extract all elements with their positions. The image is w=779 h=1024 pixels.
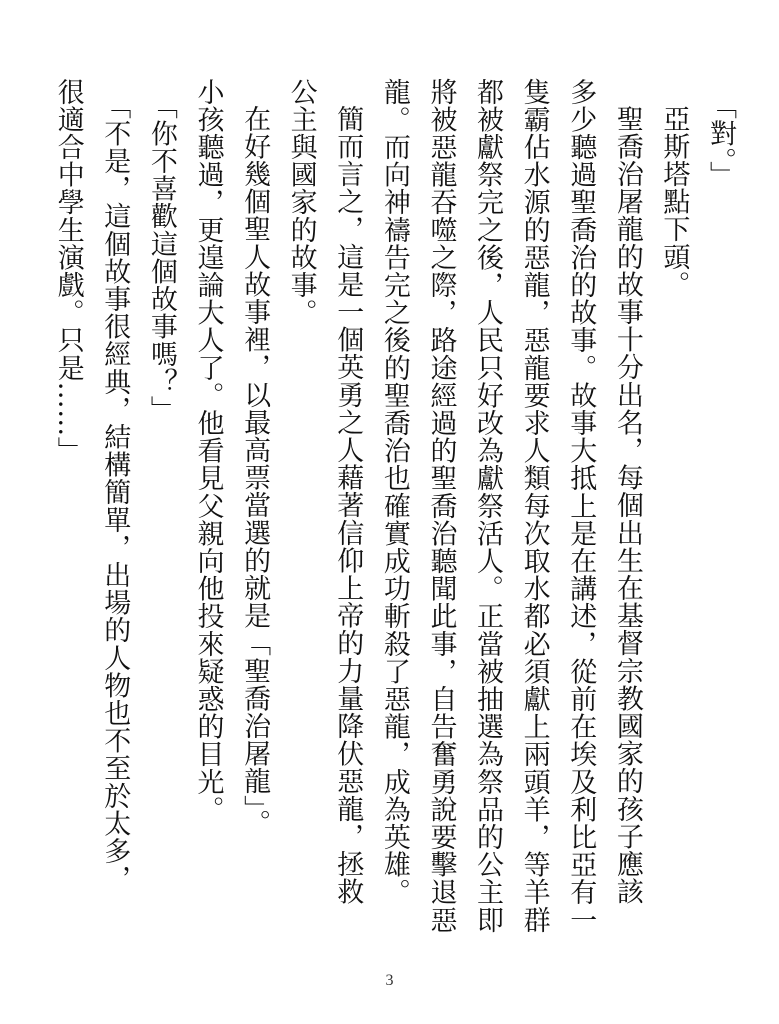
text-line: 龍。而向神禱告完之後的聖喬治也確實成功斬殺了惡龍，成為英雄。 (378, 78, 410, 906)
dialogue-line: 「不是，這個故事很經典，結構簡單，出場的人物也不至於太多， (99, 91, 131, 892)
text-line: 「對。」 (705, 91, 736, 189)
text-line: 都被獻祭完之後，人民只好改為獻祭活人。正當被抽選為祭品的公主即 (472, 78, 504, 934)
dialogue-line: 「你不喜歡這個故事嗎？」 (145, 91, 177, 423)
text-line: 公主與國家的故事。 (285, 78, 317, 327)
paragraph-start-line: 在好幾個聖人故事裡，以最高票當選的就是「聖喬治屠龍」。 (239, 105, 271, 837)
vertical-text-body (44, 78, 743, 948)
text-line: 將被惡龍吞噬之際，路途經過的聖喬治聽聞此事，自告奮勇說要擊退惡 (425, 78, 457, 934)
text-line: 亞斯塔點下頭。 (658, 105, 690, 299)
text-line: 很適合中學生演戲。只是……」 (52, 78, 84, 465)
paragraph-start-line: 簡而言之，這是一個英勇之人藉著信仰上帝的力量降伏惡龍，拯救 (332, 105, 364, 906)
text-line: 小孩聽過，更遑論大人了。他看見父親向他投來疑惑的目光。 (192, 78, 224, 824)
paragraph-start-line: 聖喬治屠龍的故事十分出名，每個出生在基督宗教國家的孩子應該 (611, 105, 643, 906)
page-number: 3 (385, 972, 394, 989)
text-line: 隻霸佔水源的惡龍，惡龍要求人類每次取水都必須獻上兩頭羊，等羊群 (518, 78, 550, 934)
text-line: 多少聽過聖喬治的故事。故事大抵上是在講述，從前在埃及利比亞有一 (565, 78, 597, 934)
